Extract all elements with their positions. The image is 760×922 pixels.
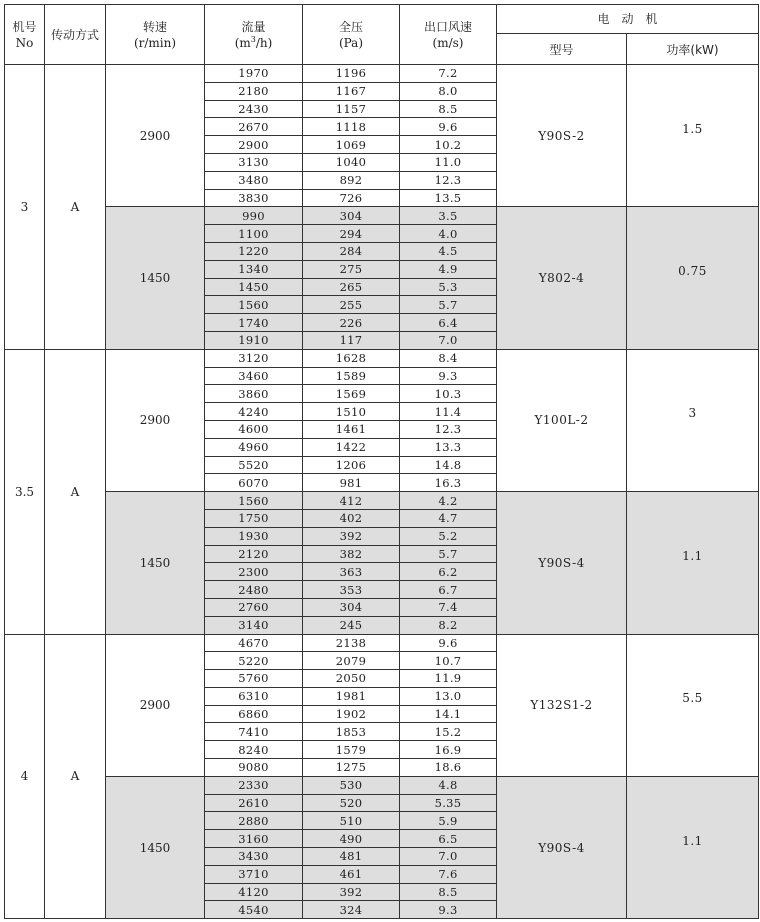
pressure-cell: 1902: [303, 705, 400, 723]
table-header: [5, 5, 759, 65]
pressure-cell: 892: [303, 171, 400, 189]
velocity-cell: 9.3: [400, 901, 497, 919]
flow-cell: 4540: [205, 901, 303, 919]
header-flow-cn: 流量: [241, 19, 266, 34]
velocity-cell: 5.9: [400, 812, 497, 830]
velocity-cell: 13.5: [400, 189, 497, 207]
pressure-cell: 294: [303, 225, 400, 243]
pressure-cell: 481: [303, 848, 400, 866]
velocity-cell: 9.3: [400, 367, 497, 385]
speed-cell: 1450: [106, 207, 205, 349]
pressure-cell: 284: [303, 242, 400, 260]
pressure-cell: 1628: [303, 349, 400, 367]
flow-cell: 3120: [205, 349, 303, 367]
motor-power-cell: 1.1: [627, 492, 759, 634]
velocity-cell: 4.9: [400, 260, 497, 278]
velocity-cell: 7.2: [400, 65, 497, 83]
velocity-cell: 11.0: [400, 153, 497, 171]
velocity-cell: 6.2: [400, 563, 497, 581]
flow-cell: 2330: [205, 776, 303, 794]
pressure-cell: 1118: [303, 118, 400, 136]
velocity-cell: 5.7: [400, 296, 497, 314]
flow-cell: 6070: [205, 474, 303, 492]
speed-cell: 2900: [106, 634, 205, 776]
flow-cell: 8240: [205, 741, 303, 759]
flow-cell: 1970: [205, 65, 303, 83]
fan-performance-table: [4, 4, 759, 919]
header-speed-cn: 转速: [142, 19, 167, 34]
flow-cell: 1220: [205, 242, 303, 260]
velocity-cell: 6.7: [400, 581, 497, 599]
motor-power-cell: 5.5: [627, 634, 759, 776]
pressure-cell: 461: [303, 865, 400, 883]
pressure-cell: 392: [303, 883, 400, 901]
header-speed: [106, 5, 205, 65]
header-outlet-velocity: [400, 5, 497, 65]
header-speed-unit: (r/min): [133, 35, 177, 50]
machine-no-cell: 4: [5, 634, 45, 919]
velocity-cell: 8.5: [400, 100, 497, 118]
flow-cell: 5760: [205, 670, 303, 688]
pressure-cell: 1569: [303, 385, 400, 403]
velocity-cell: 12.3: [400, 171, 497, 189]
pressure-cell: 520: [303, 794, 400, 812]
pressure-cell: 1069: [303, 136, 400, 154]
velocity-cell: 8.5: [400, 883, 497, 901]
flow-cell: 4670: [205, 634, 303, 652]
velocity-cell: 14.1: [400, 705, 497, 723]
flow-cell: 1560: [205, 492, 303, 510]
pressure-cell: 304: [303, 207, 400, 225]
velocity-cell: 7.6: [400, 865, 497, 883]
flow-cell: 2900: [205, 136, 303, 154]
pressure-cell: 1206: [303, 456, 400, 474]
flow-cell: 2670: [205, 118, 303, 136]
pressure-cell: 1167: [303, 82, 400, 100]
table-row: [5, 65, 759, 83]
velocity-cell: 5.2: [400, 527, 497, 545]
flow-cell: 3710: [205, 865, 303, 883]
pressure-cell: 981: [303, 474, 400, 492]
flow-cell: 1100: [205, 225, 303, 243]
motor-model-cell: Y802-4: [497, 207, 627, 349]
machine-no-cell: 3.5: [5, 349, 45, 634]
flow-cell: 1910: [205, 331, 303, 349]
pressure-cell: 304: [303, 598, 400, 616]
pressure-cell: 265: [303, 278, 400, 296]
motor-model-cell: Y132S1-2: [497, 634, 627, 776]
velocity-cell: 16.9: [400, 741, 497, 759]
flow-cell: 1340: [205, 260, 303, 278]
flow-cell: 990: [205, 207, 303, 225]
header-machine-no-cn: 机号: [12, 19, 37, 34]
motor-model-cell: Y90S-4: [497, 492, 627, 634]
flow-cell: 4600: [205, 420, 303, 438]
flow-cell: 4240: [205, 403, 303, 421]
header-pressure-unit: (Pa): [338, 35, 364, 50]
velocity-cell: 10.7: [400, 652, 497, 670]
velocity-cell: 7.0: [400, 848, 497, 866]
header-flow: [205, 5, 303, 65]
table-row: [5, 207, 759, 225]
drive-cell: A: [45, 634, 106, 919]
velocity-cell: 5.35: [400, 794, 497, 812]
velocity-cell: 4.2: [400, 492, 497, 510]
velocity-cell: 11.4: [400, 403, 497, 421]
pressure-cell: 255: [303, 296, 400, 314]
velocity-cell: 8.2: [400, 616, 497, 634]
velocity-cell: 10.2: [400, 136, 497, 154]
flow-cell: 2880: [205, 812, 303, 830]
velocity-cell: 8.4: [400, 349, 497, 367]
pressure-cell: 245: [303, 616, 400, 634]
velocity-cell: 9.6: [400, 634, 497, 652]
flow-cell: 1750: [205, 509, 303, 527]
velocity-cell: 16.3: [400, 474, 497, 492]
drive-cell: A: [45, 65, 106, 350]
flow-cell: 4120: [205, 883, 303, 901]
flow-cell: 2120: [205, 545, 303, 563]
speed-cell: 2900: [106, 349, 205, 491]
pressure-cell: 726: [303, 189, 400, 207]
pressure-cell: 402: [303, 509, 400, 527]
pressure-cell: 363: [303, 563, 400, 581]
velocity-cell: 7.0: [400, 331, 497, 349]
pressure-cell: 1275: [303, 759, 400, 777]
pressure-cell: 510: [303, 812, 400, 830]
header-motor: 电 动 机: [497, 5, 759, 34]
speed-cell: 1450: [106, 492, 205, 634]
pressure-cell: 1981: [303, 687, 400, 705]
motor-model-cell: Y90S-2: [497, 65, 627, 207]
table-row: [5, 492, 759, 510]
velocity-cell: 4.0: [400, 225, 497, 243]
pressure-cell: 1589: [303, 367, 400, 385]
velocity-cell: 4.5: [400, 242, 497, 260]
header-machine-no-en: No: [15, 35, 34, 50]
header-pressure-cn: 全压: [338, 19, 363, 34]
drive-cell: A: [45, 349, 106, 634]
flow-cell: 3480: [205, 171, 303, 189]
velocity-cell: 9.6: [400, 118, 497, 136]
flow-cell: 2760: [205, 598, 303, 616]
flow-cell: 1450: [205, 278, 303, 296]
pressure-cell: 1196: [303, 65, 400, 83]
pressure-cell: 530: [303, 776, 400, 794]
flow-cell: 2430: [205, 100, 303, 118]
flow-cell: 3430: [205, 848, 303, 866]
pressure-cell: 490: [303, 830, 400, 848]
speed-cell: 1450: [106, 776, 205, 918]
table-body: [5, 65, 759, 919]
velocity-cell: 13.0: [400, 687, 497, 705]
pressure-cell: 2079: [303, 652, 400, 670]
motor-model-cell: Y100L-2: [497, 349, 627, 491]
pressure-cell: 275: [303, 260, 400, 278]
pressure-cell: 1510: [303, 403, 400, 421]
velocity-cell: 4.7: [400, 509, 497, 527]
velocity-cell: 8.0: [400, 82, 497, 100]
velocity-cell: 15.2: [400, 723, 497, 741]
flow-cell: 3830: [205, 189, 303, 207]
pressure-cell: 324: [303, 901, 400, 919]
velocity-cell: 7.4: [400, 598, 497, 616]
flow-cell: 3860: [205, 385, 303, 403]
flow-cell: 2610: [205, 794, 303, 812]
motor-model-cell: Y90S-4: [497, 776, 627, 918]
flow-cell: 7410: [205, 723, 303, 741]
velocity-cell: 3.5: [400, 207, 497, 225]
flow-cell: 1560: [205, 296, 303, 314]
pressure-cell: 353: [303, 581, 400, 599]
pressure-cell: 1157: [303, 100, 400, 118]
pressure-cell: 1040: [303, 153, 400, 171]
table-row: [5, 349, 759, 367]
motor-power-cell: 0.75: [627, 207, 759, 349]
header-outlet-velocity-cn: 出口风速: [423, 19, 472, 34]
flow-cell: 3160: [205, 830, 303, 848]
table-row: [5, 776, 759, 794]
velocity-cell: 12.3: [400, 420, 497, 438]
velocity-cell: 13.3: [400, 438, 497, 456]
flow-cell: 3140: [205, 616, 303, 634]
header-pressure: [303, 5, 400, 65]
pressure-cell: 1461: [303, 420, 400, 438]
motor-power-cell: 3: [627, 349, 759, 491]
pressure-cell: 412: [303, 492, 400, 510]
flow-cell: 6310: [205, 687, 303, 705]
flow-cell: 1930: [205, 527, 303, 545]
machine-no-cell: 3: [5, 65, 45, 350]
pressure-cell: 382: [303, 545, 400, 563]
flow-cell: 5220: [205, 652, 303, 670]
header-flow-unit: $(m^3/h)$: [234, 34, 273, 50]
header-outlet-velocity-unit: (m/s): [432, 35, 464, 50]
velocity-cell: 6.4: [400, 314, 497, 332]
velocity-cell: 14.8: [400, 456, 497, 474]
speed-cell: 2900: [106, 65, 205, 207]
pressure-cell: 1853: [303, 723, 400, 741]
velocity-cell: 6.5: [400, 830, 497, 848]
pressure-cell: 226: [303, 314, 400, 332]
pressure-cell: 2138: [303, 634, 400, 652]
flow-cell: 1740: [205, 314, 303, 332]
header-motor-power: 功率(kW): [627, 34, 759, 65]
flow-cell: 5520: [205, 456, 303, 474]
pressure-cell: 392: [303, 527, 400, 545]
pressure-cell: 1422: [303, 438, 400, 456]
pressure-cell: 2050: [303, 670, 400, 688]
header-machine-no: [5, 5, 45, 65]
motor-power-cell: 1.5: [627, 65, 759, 207]
motor-power-cell: 1.1: [627, 776, 759, 918]
header-drive: 传动方式: [45, 5, 106, 65]
flow-cell: 2480: [205, 581, 303, 599]
velocity-cell: 11.9: [400, 670, 497, 688]
flow-cell: 2180: [205, 82, 303, 100]
header-motor-model: 型号: [497, 34, 627, 65]
flow-cell: 3460: [205, 367, 303, 385]
velocity-cell: 4.8: [400, 776, 497, 794]
velocity-cell: 5.7: [400, 545, 497, 563]
pressure-cell: 117: [303, 331, 400, 349]
flow-cell: 2300: [205, 563, 303, 581]
velocity-cell: 5.3: [400, 278, 497, 296]
velocity-cell: 18.6: [400, 759, 497, 777]
velocity-cell: 10.3: [400, 385, 497, 403]
pressure-cell: 1579: [303, 741, 400, 759]
flow-cell: 6860: [205, 705, 303, 723]
flow-cell: 9080: [205, 759, 303, 777]
flow-cell: 4960: [205, 438, 303, 456]
flow-cell: 3130: [205, 153, 303, 171]
table-row: [5, 634, 759, 652]
